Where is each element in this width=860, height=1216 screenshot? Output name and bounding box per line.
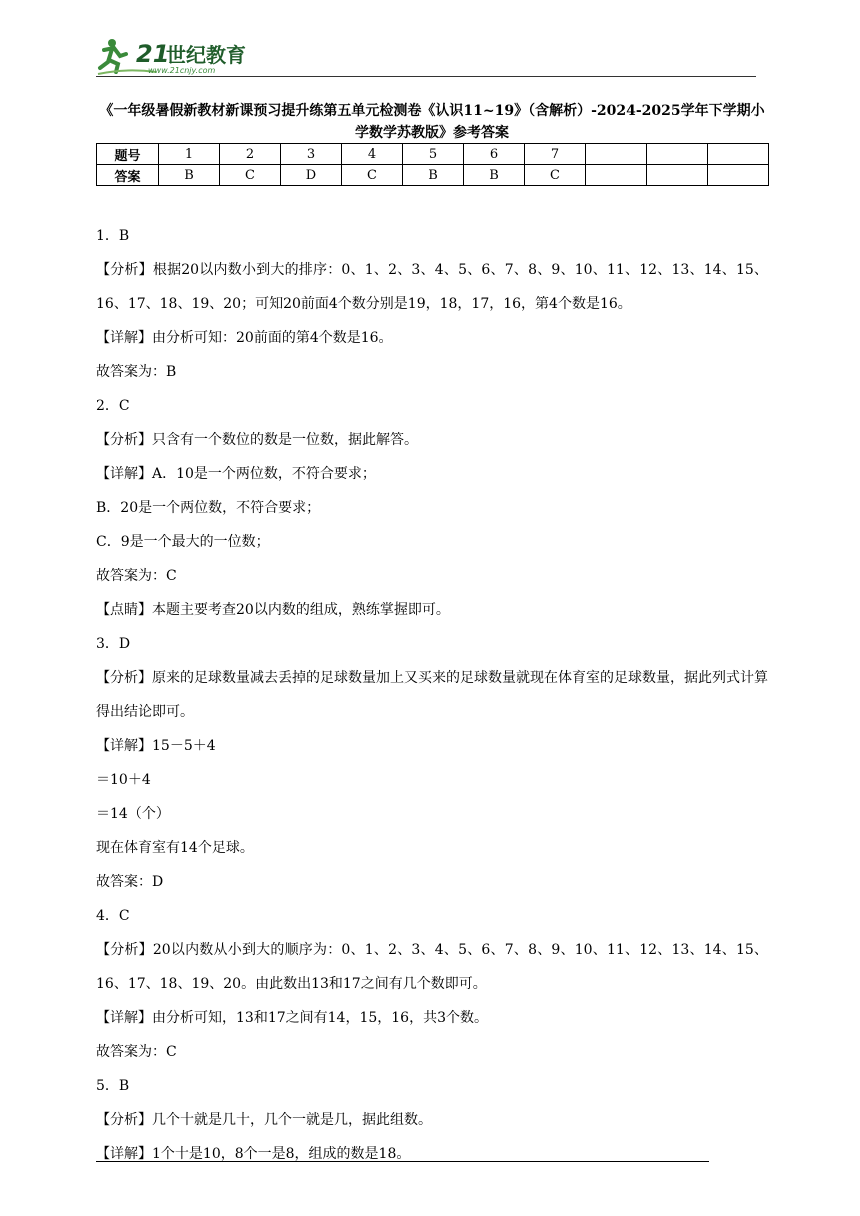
logo-graphic — [96, 34, 266, 78]
table-cell: B — [464, 165, 525, 186]
table-cell: 2 — [220, 144, 281, 165]
table-cell: 6 — [464, 144, 525, 165]
detail-paragraph: 【详解】由分析可知，13和17之间有14，15，16，共3个数。 — [96, 1010, 488, 1026]
analysis-paragraph: 【分析】原来的足球数量减去丢掉的足球数量加上又买来的足球数量就现在体育室的足球数量，据此列式计算得出结论即可。 — [96, 670, 768, 720]
detail-line: B．20是一个两位数，不符合要求； — [96, 500, 321, 516]
question-number: 2．C — [96, 398, 130, 414]
table-cell — [708, 165, 769, 186]
table-header-cell: 答案 — [97, 165, 159, 186]
answer-table-answer-row — [97, 165, 769, 186]
analysis-paragraph: 【分析】几个十就是几十，几个一就是几，据此组数。 — [96, 1112, 432, 1128]
table-cell: B — [159, 165, 220, 186]
question-number: 5．B — [96, 1078, 130, 1094]
table-cell: 1 — [159, 144, 220, 165]
comment-paragraph: 【点睛】本题主要考查20以内数的组成，熟练掌握即可。 — [96, 602, 450, 618]
answer-line: 故答案为：C — [96, 568, 177, 584]
document-title: 《一年级暑假新教材新课预习提升练第五单元检测卷《认识11~19》（含解析）-2024-2025学年下学期小学数学苏教版》参考答案 — [99, 103, 765, 141]
svg-text:21: 21 — [136, 40, 170, 68]
page-header — [96, 34, 756, 78]
table-cell — [586, 165, 647, 186]
answer-table-number-row — [97, 144, 769, 165]
answer-line: 故答案：D — [96, 874, 164, 890]
question-number: 1．B — [96, 228, 130, 244]
table-cell — [708, 144, 769, 165]
detail-line: ＝14（个） — [96, 806, 170, 822]
table-cell: D — [281, 165, 342, 186]
answer-explanations — [96, 219, 768, 1171]
answer-line: 故答案为：B — [96, 364, 177, 380]
analysis-paragraph: 【分析】只含有一个数位的数是一位数，据此解答。 — [96, 432, 418, 448]
table-cell — [647, 144, 708, 165]
table-cell: 7 — [525, 144, 586, 165]
table-cell — [647, 165, 708, 186]
detail-paragraph: 【详解】由分析可知：20前面的第4个数是16。 — [96, 330, 393, 346]
detail-paragraph: 【详解】15－5＋4 — [96, 738, 216, 754]
logo — [96, 34, 266, 78]
answer-line: 故答案为：C — [96, 1044, 177, 1060]
table-cell: C — [342, 165, 403, 186]
table-cell — [586, 144, 647, 165]
answer-table — [96, 143, 769, 186]
detail-line: ＝10＋4 — [96, 772, 151, 788]
table-cell: C — [220, 165, 281, 186]
header-rule — [96, 76, 756, 77]
svg-text:www.21cnjy.com: www.21cnjy.com — [148, 66, 216, 75]
analysis-paragraph: 【分析】根据20以内数小到大的排序：0、1、2、3、4、5、6、7、8、9、10、11、12、13、14、15、16、17、18、19、20；可知20前面4个数分别是19，18，17，16，第4个数是16。 — [96, 262, 768, 312]
footer-rule — [96, 1161, 709, 1162]
question-number: 3．D — [96, 636, 131, 652]
table-header-cell: 题号 — [97, 144, 159, 165]
table-cell: 3 — [281, 144, 342, 165]
table-cell: 4 — [342, 144, 403, 165]
detail-paragraph: 【详解】A．10是一个两位数，不符合要求； — [96, 466, 376, 482]
detail-line: 现在体育室有14个足球。 — [96, 840, 254, 856]
detail-paragraph: 【详解】1个十是10，8个一是8，组成的数是18。 — [96, 1146, 411, 1162]
analysis-paragraph: 【分析】20以内数从小到大的顺序为：0、1、2、3、4、5、6、7、8、9、10、11、12、13、14、15、16、17、18、19、20。由此数出13和17之间有几个数即可。 — [96, 942, 768, 992]
question-number: 4．C — [96, 908, 130, 924]
table-cell: 5 — [403, 144, 464, 165]
table-cell: C — [525, 165, 586, 186]
detail-line: C．9是一个最大的一位数； — [96, 534, 270, 550]
svg-text:世纪教育: 世纪教育 — [166, 43, 246, 67]
table-cell: B — [403, 165, 464, 186]
